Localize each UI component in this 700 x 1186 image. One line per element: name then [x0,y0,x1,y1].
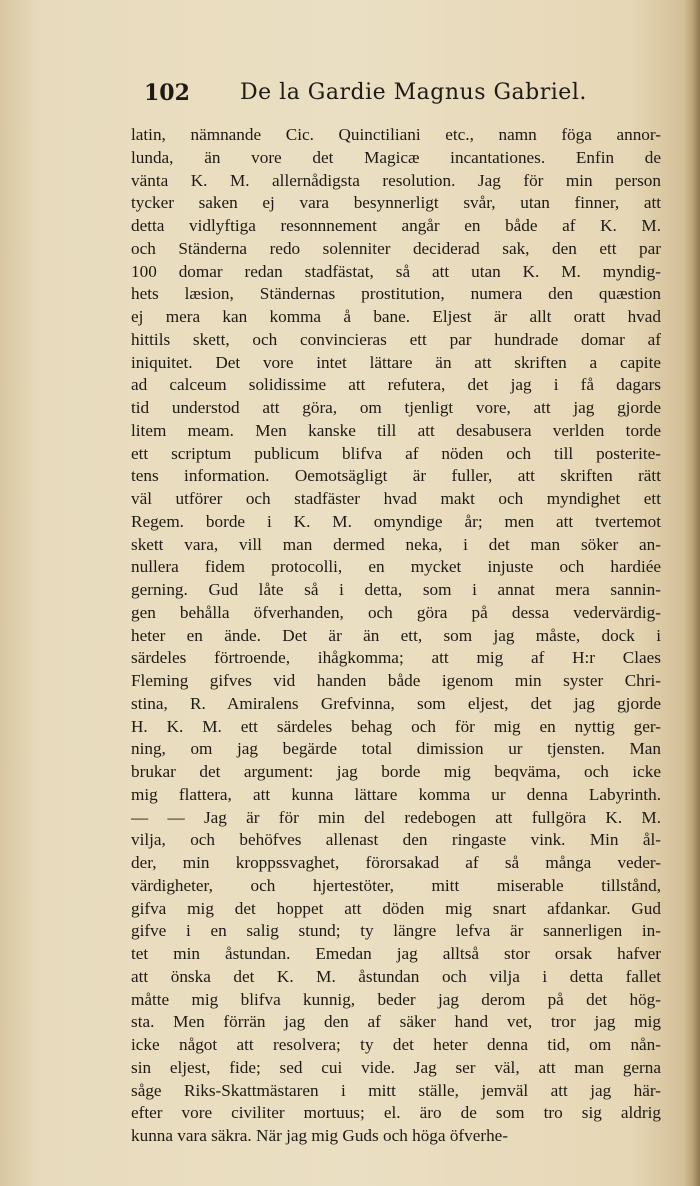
text-line: detta vidlyftiga resonnnement angår en både af K. M. [131,216,661,235]
text-line: mig flattera, att kunna lättare komma ur denna Labyrinth. [131,784,661,804]
text-line: stina, R. Amiralens Grefvinna, som eljest, det jag gjorde [131,693,661,713]
text-line: tycker saken ej vara besynnerligt svår, utan finner, att [131,193,661,213]
text-line: särdeles förtroende, ihågkomma; att mig af H:r Claes [131,648,661,668]
text-line: tet min åstundan. Emedan jag alltså stor orsak hafver [131,944,661,963]
text-line: tens information. Oemotsägligt är fuller, att skriften rätt [131,466,661,486]
text-line: latin, nämnande Cic. Quinctiliani etc., namn föga annor- [131,125,661,144]
text-line: hittils skett, och convincieras ett par hundrade domar af [131,329,661,349]
text-line: och Ständerna redo solenniter deciderad sak, den ett par [131,238,661,258]
text-line: värdigheter, och hjertestöter, mitt miserable tillstånd, [131,875,661,895]
text-line: iniquitet. Det vore intet lättare än att skriften a capite [131,352,661,372]
page-number: 102 [144,80,190,106]
text-line: såge Riks-Skattmästaren i mitt ställe, jemväl att jag här- [131,1080,661,1100]
text-line: ning, om jag begärde total dimission ur tjensten. Man [131,739,661,759]
text-line: hets læsion, Ständernas prostitution, numera den quæstion [131,284,661,304]
text-line: heter en ände. Det är än ett, som jag måste, dock i [131,625,661,645]
text-line: väl utförer och stadfäster hvad makt och myndighet ett [131,489,661,508]
text-line: nullera fidem protocolli, en mycket injuste och hardiée [131,557,661,577]
text-line: sin eljest, fide; sed cui vide. Jag ser väl, att man gerna [131,1057,661,1077]
text-line: icke något att resolvera; ty det heter denna tid, om nån- [131,1035,661,1054]
body-text [131,124,661,1148]
text-line: H. K. M. ett särdeles behag och för mig en nyttig ger- [131,716,661,736]
page-edge-shadow [684,0,700,1186]
text-line: ett scriptum publicum blifva af nöden och till posterite- [131,443,661,463]
text-line: 100 domar redan stadfästat, så att utan K. M. myndig- [131,261,661,281]
text-line: brukar det argument: jag borde mig beqväma, och icke [131,762,661,781]
text-line: Fleming gifves vid handen både igenom min syster Chri- [131,671,661,690]
text-line: tid understod att göra, om tjenligt vore, att jag gjorde [131,398,661,417]
text-line: efter vore civiliter mortuus; el. äro de som tro sig aldrig [131,1103,661,1123]
text-line: lunda, än vore det Magicæ incantationes. Enfin de [131,147,661,167]
text-line: gifve i en salig stund; ty längre lefva är sannerligen in- [131,921,661,941]
running-title: De la Gardie Magnus Gabriel. [240,80,587,105]
text-line: gen behålla öfverhanden, och göra på dessa vedervärdig- [131,602,661,622]
text-line: kunna vara säkra. När jag mig Guds och höga öfverhe- [131,1126,509,1145]
text-line: der, min kroppssvaghet, förorsakad af så många veder- [131,853,661,872]
text-line: ej mera kan komma å bane. Eljest är allt oratt hvad [131,307,661,326]
text-line: — — Jag är för min del redebogen att fullgöra K. M. [131,807,661,827]
text-line: måtte mig blifva kunnig, beder jag derom på det hög- [131,989,661,1009]
text-line: litem meam. Men kanske till att desabusera verlden torde [131,420,661,440]
text-line: vilja, och behöfves allenast den ringaste vink. Min ål- [131,830,661,850]
text-line: gerning. Gud låte så i detta, som i annat mera sannin- [131,580,661,599]
text-line: skett vara, vill man dermed neka, i det man söker an- [131,534,661,554]
text-line: gifva mig det hoppet att döden mig snart afdankar. Gud [131,898,661,918]
text-line: vänta K. M. allernådigsta resolution. Jag för min person [131,170,661,190]
text-line: ad calceum solidissime att refutera, det jag i få dagars [131,375,661,395]
text-line: Regem. borde i K. M. omyndige år; men att tvertemot [131,511,661,531]
text-line: att önska det K. M. åstundan och vilja i detta fallet [131,966,661,986]
page-header [144,80,587,110]
text-line: sta. Men förrän jag den af säker hand vet, tror jag mig [131,1012,661,1032]
